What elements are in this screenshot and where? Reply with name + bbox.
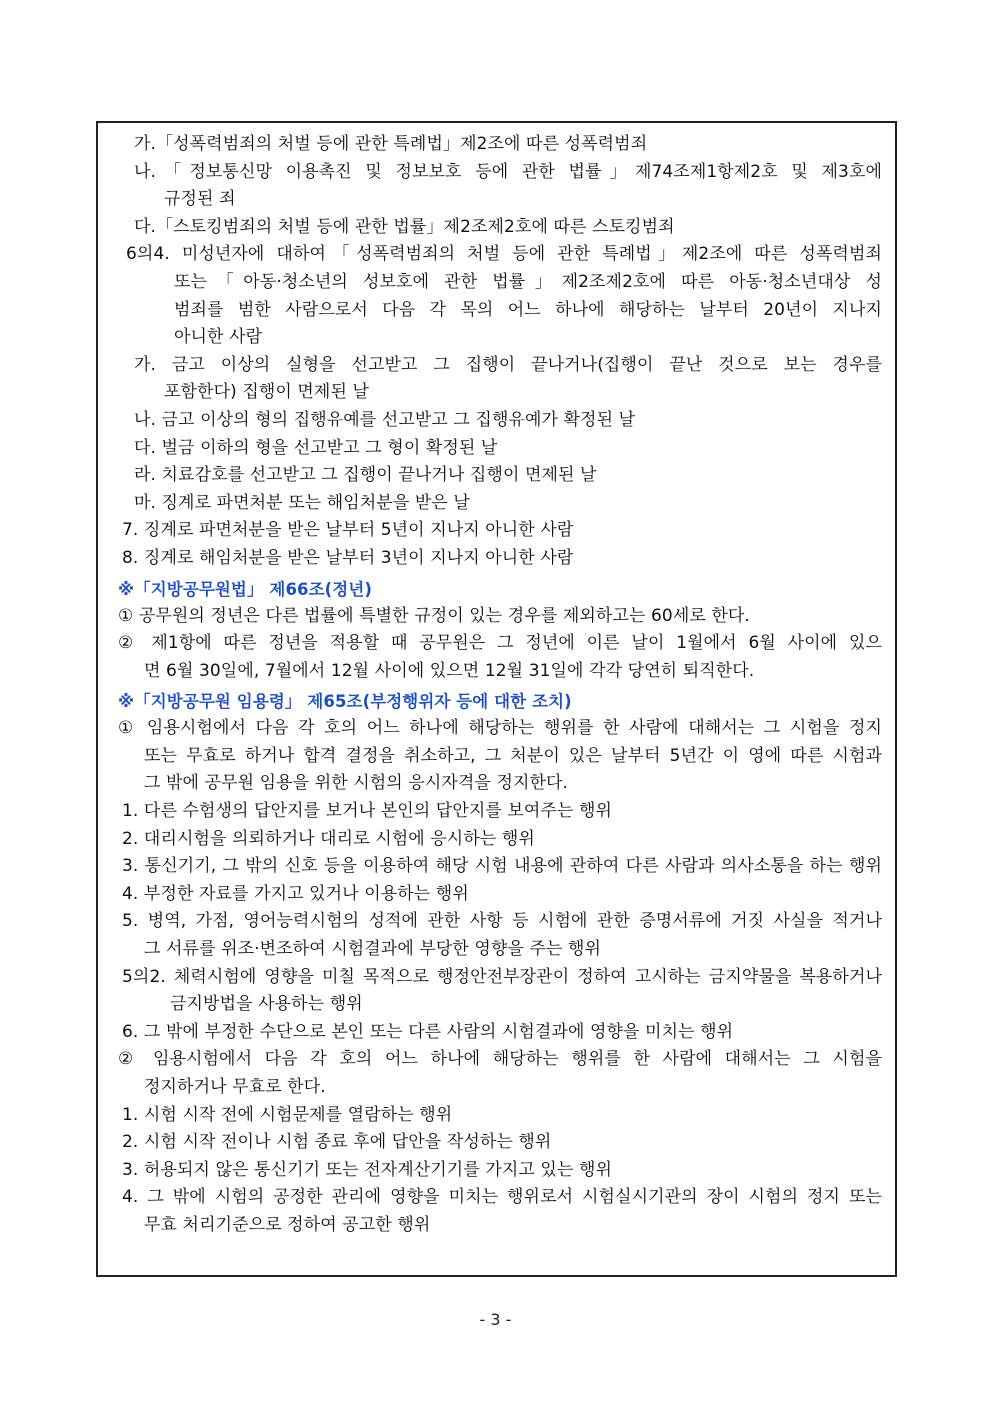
section-heading: ※「지방공무원법」 제66조(정년) (118, 579, 373, 599)
text-line: 4. 그 밖에 시험의 공정한 관리에 영향을 미치는 행위로서 시험실시기관의 장이 시험의 정지 또는 (122, 1187, 882, 1208)
text-line: 면 6월 30일에, 7월에서 12월 사이에 있으면 12월 31일에 각각 당연히 퇴직한다. (144, 660, 755, 681)
text-line: 아니한 사람 (174, 327, 263, 348)
text-line: 4. 부정한 자료를 가지고 있거나 이용하는 행위 (122, 883, 469, 904)
text-line: 6의4. 미성년자에 대하여「성폭력범죄의 처벌 등에 관한 특례법」제2조에 따른 성폭력범죄 (126, 244, 882, 265)
text-line: 가.「성폭력범죄의 처벌 등에 관한 특례법」제2조에 따른 성폭력범죄 (134, 134, 648, 154)
text-line: 금지방법을 사용하는 행위 (170, 994, 363, 1015)
document-content (118, 131, 882, 1240)
text-line: 2. 시험 시작 전이나 시험 종료 후에 답안을 작성하는 행위 (122, 1132, 552, 1153)
text-line: 5의2. 체력시험에 영향을 미칠 목적으로 행정안전부장관이 정하여 고시하는 금지약물을 복용하거나 (122, 966, 882, 987)
text-line: 7. 징계로 파면처분을 받은 날부터 5년이 지나지 아니한 사람 (122, 520, 574, 541)
text-line: 1. 다른 수험생의 답안지를 보거나 본인의 답안지를 보여주는 행위 (122, 801, 613, 822)
section-heading: ※「지방공무원 임용령」 제65조(부정행위자 등에 대한 조치) (118, 692, 572, 712)
text-line: ② 임용시험에서 다음 각 호의 어느 하나에 해당하는 행위를 한 사람에 대해서는 그 시험을 (118, 1049, 882, 1070)
text-line: 그 밖에 공무원 임용을 위한 시험의 응시자격을 정지한다. (144, 773, 569, 794)
text-line: 1. 시험 시작 전에 시험문제를 열람하는 행위 (122, 1104, 453, 1125)
text-line: 범죄를 범한 사람으로서 다음 각 목의 어느 하나에 해당하는 날부터 20년이 지나지 (174, 299, 882, 320)
text-line: 다. 벌금 이하의 형을 선고받고 그 형이 확정된 날 (134, 437, 498, 458)
text-line: ① 공무원의 정년은 다른 법률에 특별한 규정이 있는 경우를 제외하고는 60세로 한다. (118, 605, 750, 626)
text-line: 3. 허용되지 않은 통신기기 또는 전자계산기기를 가지고 있는 행위 (122, 1159, 613, 1180)
text-line: 마. 징계로 파면처분 또는 해임처분을 받은 날 (134, 492, 470, 513)
text-line: 3. 통신기기, 그 밖의 신호 등을 이용하여 해당 시험 내용에 관하여 다른 사람과 의사소통을 하는 행위 (122, 856, 882, 877)
text-line: 또는 무효로 하거나 합격 결정을 취소하고, 그 처분이 있은 날부터 5년간 이 영에 따른 시험과 (144, 745, 882, 766)
text-line: 그 서류를 위조·변조하여 시험결과에 부당한 영향을 주는 행위 (144, 939, 602, 960)
text-line: 라. 치료감호를 선고받고 그 집행이 끝나거나 집행이 면제된 날 (134, 465, 597, 486)
text-line: ② 제1항에 따른 정년을 적용할 때 공무원은 그 정년에 이른 날이 1월에서 6월 사이에 있으 (118, 633, 882, 654)
text-line: 또는「아동·청소년의 성보호에 관한 법률」제2조제2호에 따른 아동·청소년대상 성 (174, 271, 882, 292)
text-line: ① 임용시험에서 다음 각 호의 어느 하나에 해당하는 행위를 한 사람에 대해서는 그 시험을 정지 (118, 718, 882, 739)
text-line: 가. 금고 이상의 실형을 선고받고 그 집행이 끝나거나(집행이 끝난 것으로 보는 경우를 (134, 354, 882, 375)
text-line: 나. 금고 이상의 형의 집행유예를 선고받고 그 집행유예가 확정된 날 (134, 409, 636, 430)
text-line: 정지하거나 무효로 한다. (144, 1077, 326, 1097)
text-line: 2. 대리시험을 의뢰하거나 대리로 시험에 응시하는 행위 (122, 828, 535, 849)
text-line: 5. 병역, 가점, 영어능력시험의 성적에 관한 사항 등 시험에 관한 증명서류에 거짓 사실을 적거나 (122, 911, 882, 932)
text-line: 나.「정보통신망 이용촉진 및 정보보호 등에 관한 법률」제74조제1항제2호 및 제3호에 (134, 161, 882, 182)
document-box (96, 121, 897, 1277)
text-line: 규정된 죄 (164, 189, 236, 210)
text-line: 무효 처리기준으로 정하여 공고한 행위 (144, 1214, 431, 1235)
text-line: 다.「스토킹범죄의 처벌 등에 관한 법률」제2조제2호에 따른 스토킹범죄 (134, 216, 675, 237)
text-line: 포함한다) 집행이 면제된 날 (164, 382, 369, 403)
text-line: 6. 그 밖에 부정한 수단으로 본인 또는 다른 사람의 시험결과에 영향을 미치는 행위 (122, 1021, 734, 1042)
text-line: 8. 징계로 해임처분을 받은 날부터 3년이 지나지 아니한 사람 (122, 547, 574, 568)
page-number: - 3 - (479, 1310, 512, 1329)
